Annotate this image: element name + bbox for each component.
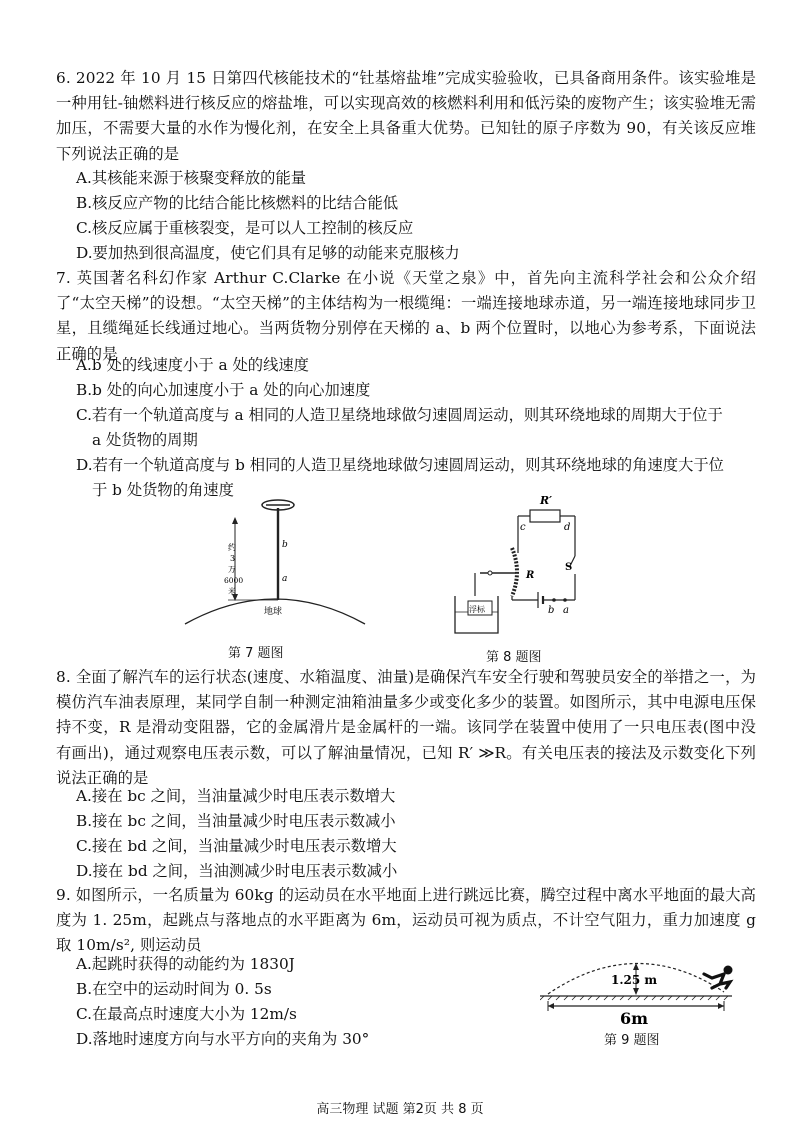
q9-option-a: A.起跳时获得的动能约为 1830J [76,955,295,973]
q8-option-c: C.接在 bd 之间，当油量减少时电压表示数增大 [76,837,397,855]
question-6-stem: 6. 2022 年 10 月 15 日第四代核能技术的“钍基熔盐堆”完成实验验收，已具备商用条件。该实验堆是一种用钍-铀燃料进行核反应的熔盐堆，可以实现高效的核燃料利用和低污染的废物产生；该实验堆无需加压，不需要大量的水作为慢化剂，在安全上具备重大优势。已知钍的原子序数为 90，有关该反应堆下列说法正确的是 [56,69,756,163]
arrow-up-icon [633,963,639,970]
point-c-label: c [520,522,526,533]
resistor-r-prime [530,510,560,522]
figure-9-caption: 第 9 题图 [604,1033,660,1048]
distance-label: 6m [620,1009,649,1028]
arrow-right-icon [718,1003,724,1009]
point-b-dot [552,598,556,602]
q6-option-b: B.核反应产物的比结合能比核燃料的比结合能低 [76,194,399,212]
q7-option-d: D.若有一个轨道高度与 b 相同的人造卫星绕地球做匀速圆周运动，则其环绕地球的角速度大于位 [76,456,724,474]
q9-option-d: D.落地时速度方向与水平方向的夹角为 30° [76,1030,370,1048]
q7-option-d-cont: 于 b 处货物的角速度 [92,481,234,499]
switch-label: S [565,562,573,573]
float-label: 浮标 [469,605,485,614]
question-8-stem: 8. 全面了解汽车的运行状态(速度、水箱温度、油量)是确保汽车安全行驶和驾驶员安全的举措之一，为模仿汽车油表原理，某同学自制一种测定油箱油量多少或变化多少的装置。如图所示，其中电源电压保持不变，R 是滑动变阻器，它的金属滑片是金属杆的一端。该同学在装置中使用了一只电压表(图中没有画出)，通过观察电压表示数，可以了解油量情况，已知 R′ ≫R。有关电压表的接法及示数变化下列说法正确的是 [56,668,756,787]
q6-option-a: A.其核能来源于核聚变释放的能量 [76,169,307,187]
height-label-4: 6000 [224,576,244,585]
point-a-dot [563,598,567,602]
q9-option-b: B.在空中的运动时间为 0. 5s [76,980,272,998]
q9-option-c: C.在最高点时速度大小为 12m/s [76,1005,297,1023]
point-b-label: b [548,605,555,616]
question-9-stem: 9. 如图所示，一名质量为 60kg 的运动员在水平地面上进行跳远比赛，腾空过程中离水平地面的最大高度为 1. 25m，起跳点与落地点的水平距离为 6m，运动员可视为质点，不计空气阻力，重力加速度 g 取 10m/s², 则运动员 [56,886,756,955]
q6-option-d: D.要加热到很高温度，使它们具有足够的动能来克服核力 [76,244,460,262]
figure-8-circuit [450,488,600,643]
jumper-icon [704,966,733,989]
arrow-left-icon [548,1003,554,1009]
height-label-1: 约 [228,543,236,552]
height-label: 1.25 m [611,973,658,987]
earth-label: 地球 [264,607,283,617]
figure-9-long-jump [540,948,740,1028]
pivot [488,571,492,575]
height-label-2: 3 [230,554,236,563]
question-7-stem: 7. 英国著名科幻作家 Arthur C.Clarke 在小说《天堂之泉》中，首先向主流科学社会和公众介绍了“太空天梯”的设想。“太空天梯”的主体结构为一根缆绳：一端连接地球赤道，另一端连接地球同步卫星，且缆绳延长线通过地心。当两货物分别停在天梯的 a、b 两个位置时，以地心为参考系，下面说法正确的是 [56,269,756,363]
arrow-up-icon [232,517,238,524]
height-label-5: 米 [228,587,236,596]
r-prime-label: R′ [540,494,553,507]
point-d-label: d [564,522,571,533]
point-a-label: a [563,605,569,616]
point-a-label: a [282,574,288,584]
height-label-3: 万 [228,565,236,574]
page-footer: 高三物理 试题 第2页 共 8 页 [316,1102,484,1117]
figure-7-space-elevator [180,496,370,626]
sliding-rheostat [512,548,517,596]
q7-option-a: A.b 处的线速度小于 a 处的线速度 [76,356,309,374]
q7-option-c: C.若有一个轨道高度与 a 相同的人造卫星绕地球做匀速圆周运动，则其环绕地球的周期大于位于 [76,406,723,424]
q8-option-d: D.接在 bd 之间，当油测减少时电压表示数减小 [76,862,398,880]
q7-option-c-cont: a 处货物的周期 [92,431,198,449]
arrow-down-icon [633,988,639,995]
figure-8-caption: 第 8 题图 [486,650,542,665]
rheostat-label: R [526,570,535,581]
q6-option-c: C.核反应属于重核裂变，是可以人工控制的核反应 [76,219,414,237]
point-b-label: b [282,540,288,550]
figure-7-caption: 第 7 题图 [228,646,284,661]
q8-option-a: A.接在 bc 之间，当油量减少时电压表示数增大 [76,787,396,805]
q8-option-b: B.接在 bc 之间，当油量减少时电压表示数减小 [76,812,396,830]
q7-option-b: B.b 处的向心加速度小于 a 处的向心加速度 [76,381,371,399]
